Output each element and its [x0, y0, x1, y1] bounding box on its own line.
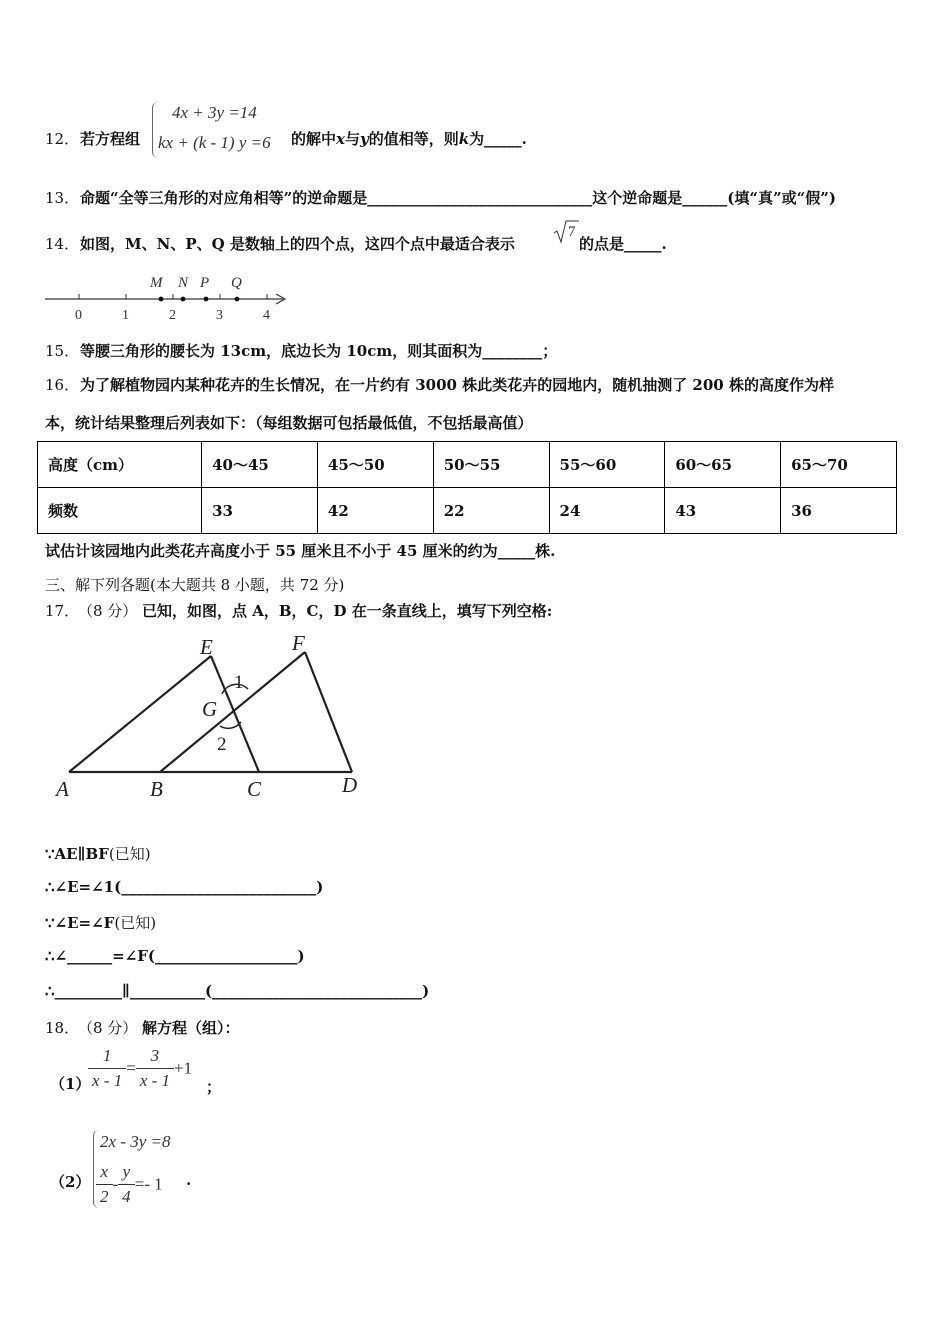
point-m-label: M — [150, 275, 163, 291]
section-3-title: 三、解下列各题(本大题共 8 小题，共 72 分) — [45, 576, 345, 594]
point-p-label: P — [200, 275, 210, 291]
fraction-denominator: 2 — [100, 1187, 109, 1206]
sqrt-7-symbol — [552, 218, 580, 246]
number-line-figure — [40, 270, 300, 326]
tick-label-1: 1 — [122, 308, 129, 323]
table-cell: 45～50 — [317, 442, 433, 488]
q14-text-before: 如图，M、N、P、Q 是数轴上的四个点，这四个点中最适合表示 — [80, 235, 515, 253]
fraction-numerator: y — [118, 1162, 135, 1185]
table-cell: 43 — [665, 488, 781, 534]
table-row — [38, 488, 897, 534]
table-cell: 50～55 — [433, 442, 549, 488]
proof-step-2 — [45, 878, 323, 896]
label-b: B — [150, 777, 163, 801]
proof-step-main: ∴_________∥__________ — [45, 982, 205, 1000]
label-c: C — [247, 777, 262, 801]
q18-part2-equation-1: 2x - 3y =8 — [100, 1132, 171, 1151]
fraction-numerator: 1 — [88, 1046, 126, 1069]
fraction-denominator: x - 1 — [92, 1071, 123, 1090]
table-cell: 55～60 — [549, 442, 665, 488]
q18-points: （8 分） — [78, 1019, 138, 1037]
proof-step-main: ∴∠______=∠F — [45, 947, 148, 965]
line-a-e — [69, 656, 211, 772]
fraction-numerator: 3 — [136, 1046, 174, 1069]
proof-step-reason: (____________________________) — [204, 982, 430, 1000]
fraction — [96, 1162, 113, 1207]
label-g: G — [202, 697, 218, 721]
table-cell: 42 — [317, 488, 433, 534]
proof-step-reason: (已知) — [108, 845, 151, 863]
proof-step-main: ∵AE∥BF — [45, 845, 109, 863]
q12-equation-2: kx + (k - 1) y =6 — [158, 133, 271, 152]
q18-number: 18． — [45, 1019, 80, 1037]
table-header-cell: 频数 — [38, 488, 202, 534]
table-cell: 24 — [549, 488, 665, 534]
q13-number: 13． — [45, 189, 80, 207]
q18-part1-end: ； — [206, 1078, 222, 1096]
q12-var-k: k — [458, 130, 470, 148]
table-row — [38, 442, 897, 488]
table-cell: 22 — [433, 488, 549, 534]
q17-text: 已知，如图，点 A，B，C，D 在一条直线上，填写下列空格: — [142, 602, 553, 620]
line-b-f — [160, 652, 305, 772]
proof-step-1 — [45, 843, 151, 864]
q15-text: 等腰三角形的腰长为 13cm，底边长为 10cm，则其面积为________； — [80, 342, 558, 360]
q12-suffix: 为_____. — [469, 130, 527, 148]
equals-minus-one: =- 1 — [134, 1174, 163, 1194]
frequency-table — [37, 441, 897, 534]
label-angle-2: 2 — [217, 734, 227, 755]
line-f-d — [305, 652, 352, 772]
q18-text: 解方程（组）： — [142, 1019, 240, 1037]
q13-text: 命题“全等三角形的对应角相等”的逆命题是______________________________这个逆命题是______(填“真”或“假”) — [80, 189, 836, 207]
label-angle-1: 1 — [234, 672, 244, 693]
q14-number: 14． — [45, 235, 80, 253]
q18-part2-end: . — [186, 1171, 192, 1189]
q12-var-x: x — [336, 130, 345, 148]
proof-step-5 — [45, 982, 429, 1000]
q12-var-y: y — [359, 130, 369, 148]
q16-line1: 为了解植物园内某种花卉的生长情况，在一片约有 3000 株此类花卉的园地内，随机抽测了 200 株的高度作为样 — [80, 376, 834, 394]
q12-mid2: 与 — [344, 130, 360, 148]
q15-number: 15． — [45, 342, 80, 360]
q12-prefix: 若方程组 — [80, 130, 141, 148]
q16-question: 试估计该园地内此类花卉高度小于 55 厘米且不小于 45 厘米的约为_____株. — [45, 542, 556, 560]
q16-number: 16． — [45, 376, 80, 394]
q14-text-after: 的点是_____. — [579, 235, 667, 253]
q12-tail — [291, 128, 527, 149]
q18-part2-equation-2 — [96, 1162, 163, 1207]
label-e: E — [200, 635, 213, 659]
q12-equation-1: 4x + 3y =14 — [172, 103, 257, 122]
plus-one: +1 — [174, 1058, 193, 1078]
table-header-cell: 高度（cm） — [38, 442, 202, 488]
point-q-label: Q — [231, 275, 242, 291]
fraction — [88, 1046, 126, 1091]
point-n-label: N — [178, 275, 189, 291]
table-cell: 33 — [202, 488, 318, 534]
triangle-figure — [50, 632, 380, 810]
tick-label-0: 0 — [75, 308, 82, 323]
q12-mid3: 的值相等，则 — [368, 130, 459, 148]
point-p-dot — [204, 297, 209, 302]
tick-label-2: 2 — [169, 308, 176, 323]
q18-part1-equation — [88, 1046, 192, 1091]
proof-step-4 — [45, 947, 305, 965]
tick-label-4: 4 — [263, 308, 270, 323]
table-cell: 65～70 — [781, 442, 897, 488]
table-cell: 40～45 — [202, 442, 318, 488]
fraction-denominator: x - 1 — [139, 1071, 171, 1090]
tick-label-3: 3 — [216, 308, 223, 323]
point-n-dot — [181, 297, 186, 302]
table-cell: 36 — [781, 488, 897, 534]
q18-part2-label: （2） — [50, 1173, 91, 1191]
label-f: F — [292, 632, 305, 655]
point-m-dot — [159, 297, 164, 302]
q12-number: 12． — [45, 130, 80, 148]
q17-number: 17． — [45, 602, 80, 620]
fraction-numerator: x — [96, 1162, 113, 1185]
point-q-dot — [235, 297, 240, 302]
q17-points: （8 分） — [78, 602, 138, 620]
label-d: D — [342, 773, 358, 797]
q16-line2: 本，统计结果整理后列表如下：（每组数据可包括最低值，不包括最高值） — [45, 414, 533, 432]
fraction-denominator: 4 — [122, 1187, 131, 1206]
proof-step-main: ∴∠E=∠1 — [45, 878, 115, 896]
fraction — [118, 1162, 135, 1207]
table-cell: 60～65 — [665, 442, 781, 488]
equals-sign: = — [126, 1058, 136, 1078]
proof-step-reason: (__________________________) — [114, 878, 324, 896]
q18-part1-label: （1） — [50, 1075, 91, 1093]
proof-step-reason: (___________________) — [147, 947, 305, 965]
proof-step-3 — [45, 912, 156, 933]
label-a: A — [56, 777, 69, 801]
q12-mid1: 的解中 — [291, 130, 337, 148]
fraction — [136, 1046, 174, 1091]
proof-step-reason: (已知) — [114, 914, 157, 932]
sqrt-radicand: 7 — [568, 224, 576, 240]
proof-step-main: ∵∠E=∠F — [45, 914, 115, 932]
minus-sign: - — [112, 1174, 119, 1194]
